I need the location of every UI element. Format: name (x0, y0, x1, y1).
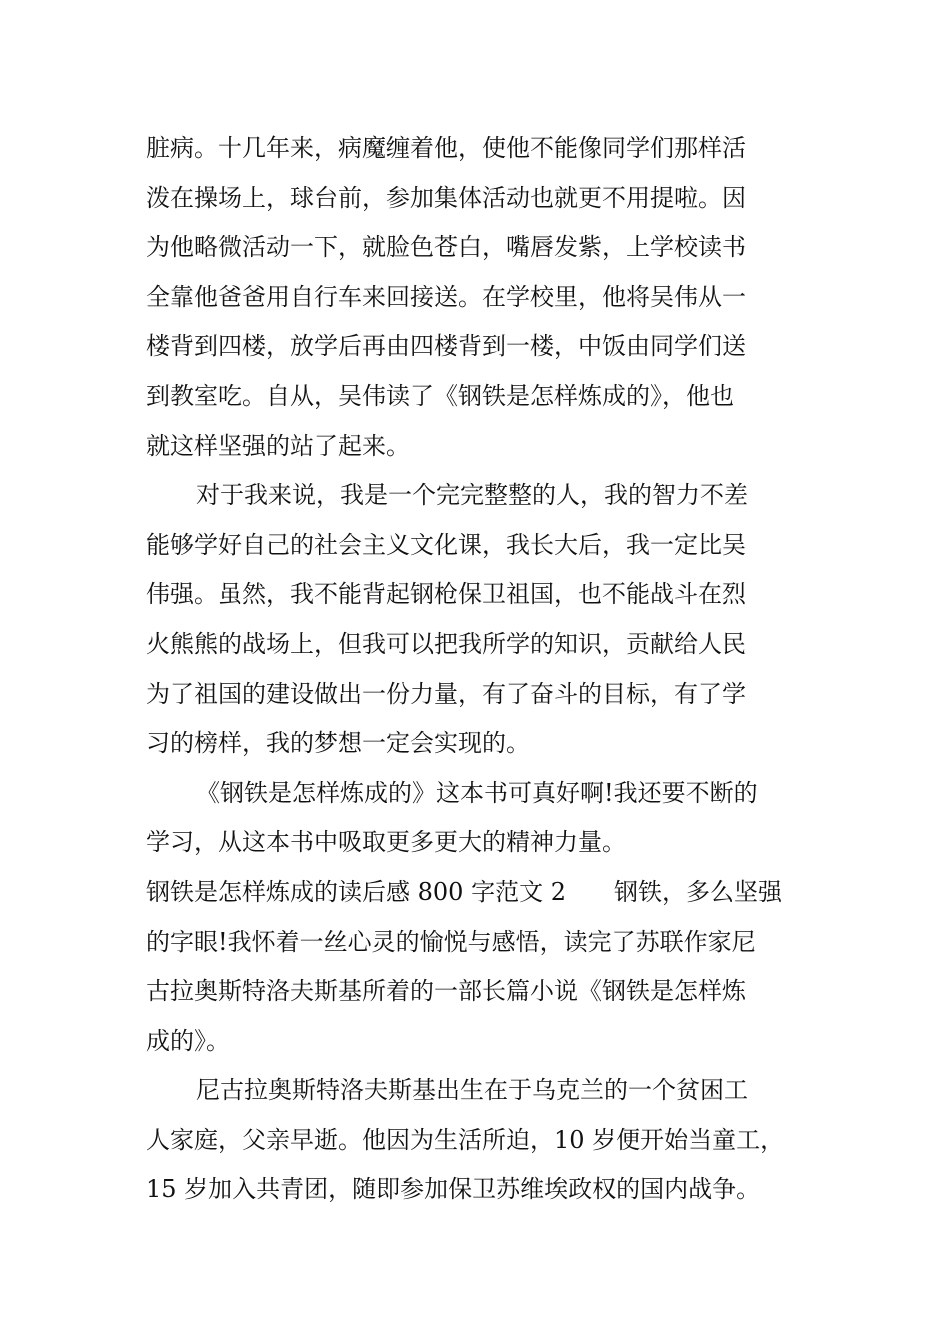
text-line: 全靠他爸爸用自行车来回接送。在学校里，他将吴伟从一 (146, 282, 746, 311)
text-line: 为了祖国的建设做出一份力量，有了奋斗的目标，有了学 (146, 679, 746, 708)
section-heading: 钢铁是怎样炼成的读后感 800 字范文 2 (146, 877, 566, 906)
heading-continuation-text: 钢铁，多么坚强 (613, 877, 782, 906)
text-line: 楼背到四楼，放学后再由四楼背到一楼，中饭由同学们送 (146, 332, 746, 361)
text-line: 尼古拉奥斯特洛夫斯基出生在于乌克兰的一个贫困工 (196, 1076, 748, 1105)
text-line: 古拉奥斯特洛夫斯基所着的一部长篇小说《钢铁是怎样炼 (146, 977, 746, 1006)
text-line: 15 岁加入共青团，随即参加保卫苏维埃政权的国内战争。 (146, 1175, 761, 1204)
section-heading-line (146, 868, 846, 918)
text-line: 泼在操场上，球台前，参加集体活动也就更不用提啦。因 (146, 183, 746, 212)
text-line: 学习，从这本书中吸取更多更大的精神力量。 (146, 828, 626, 857)
text-line: 《钢铁是怎样炼成的》这本书可真好啊!我还要不断的 (196, 778, 758, 807)
text-line: 为他略微活动一下，就脸色苍白，嘴唇发紫，上学校读书 (146, 233, 746, 262)
text-line: 就这样坚强的站了起来。 (146, 431, 410, 460)
text-line: 伟强。虽然，我不能背起钢枪保卫祖国，也不能战斗在烈 (146, 580, 746, 609)
text-line: 火熊熊的战场上，但我可以把我所学的知识，贡献给人民 (146, 629, 746, 658)
document-body (146, 124, 846, 1215)
text-line: 到教室吃。自从，吴伟读了《钢铁是怎样炼成的》，他也 (146, 381, 734, 410)
text-line: 的字眼!我怀着一丝心灵的愉悦与感悟，读完了苏联作家尼 (146, 927, 756, 956)
text-line: 对于我来说，我是一个完完整整的人，我的智力不差 (196, 481, 748, 510)
text-line: 能够学好自己的社会主义文化课，我长大后，我一定比吴 (146, 530, 746, 559)
text-line: 脏病。十几年来，病魔缠着他，使他不能像同学们那样活 (146, 134, 746, 162)
text-line: 人家庭，父亲早逝。他因为生活所迫，10 岁便开始当童工， (146, 1125, 785, 1154)
text-line: 成的》。 (146, 1026, 230, 1055)
text-line: 习的榜样，我的梦想一定会实现的。 (146, 729, 530, 758)
